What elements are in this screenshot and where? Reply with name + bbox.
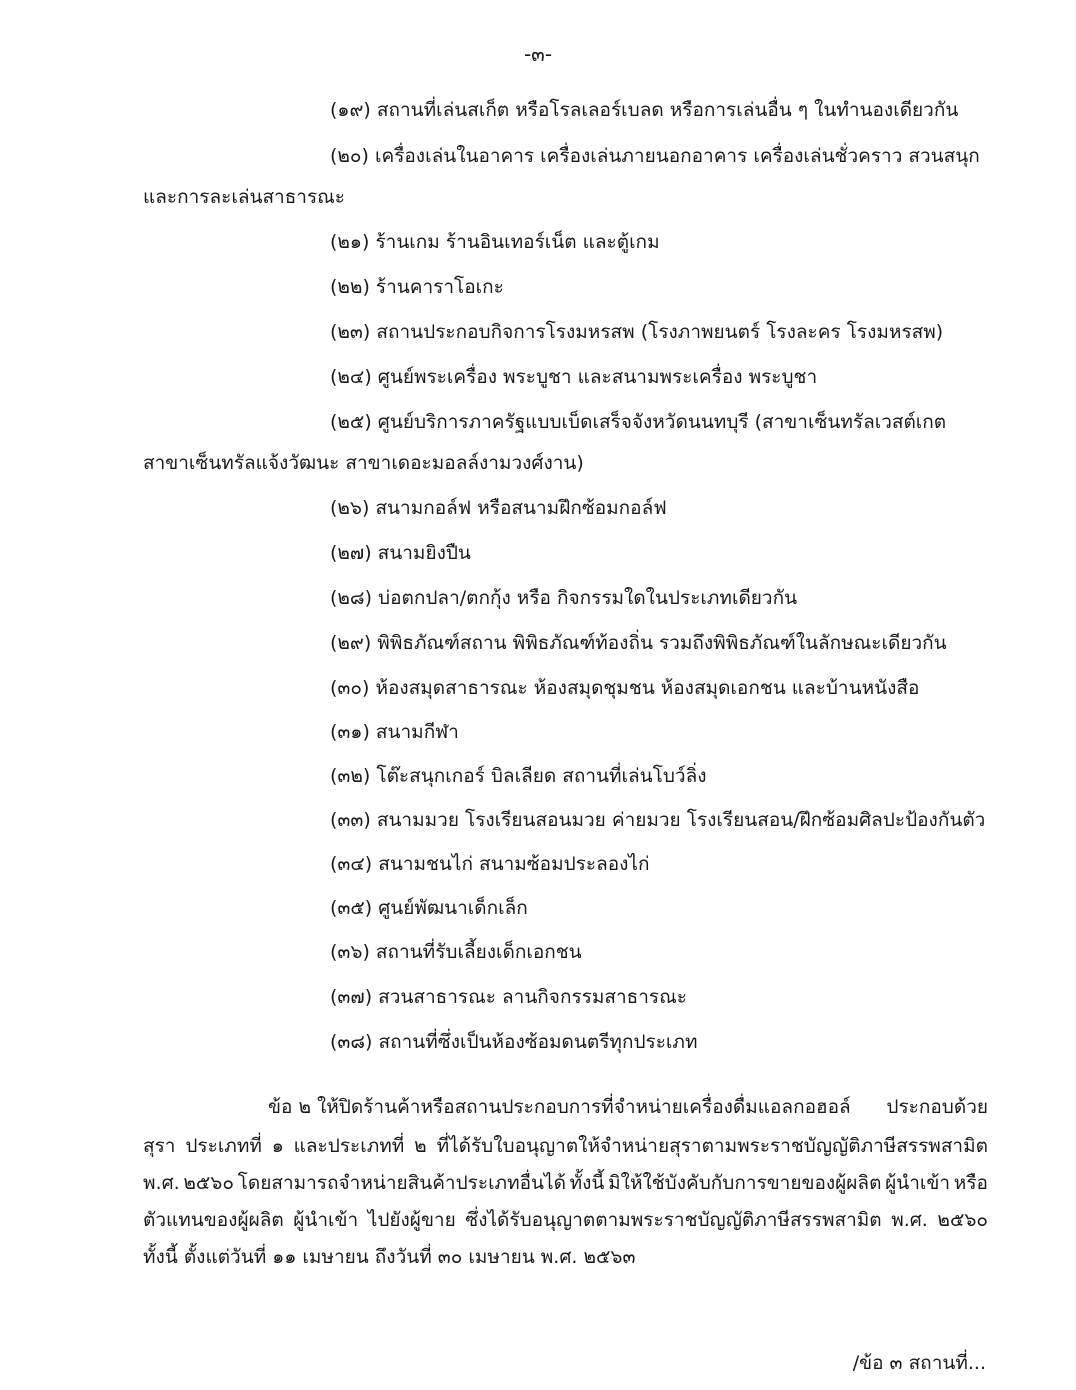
- list-item: (๒๖) สนามกอล์ฟ หรือสนามฝึกซ้อมกอล์ฟ: [330, 497, 667, 519]
- list-item-continuation: สาขาเซ็นทรัลแจ้งวัฒนะ สาขาเดอะมอลล์งามวงศ์งาน): [143, 452, 584, 474]
- text-segment: และประเภทที่: [293, 1135, 405, 1157]
- list-item: (๒๙) พิพิธภัณฑ์สถาน พิพิธภัณฑ์ท้องถิ่น รวมถึงพิพิธภัณฑ์ในลักษณะเดียวกัน: [330, 632, 947, 654]
- text-segment: ๑: [271, 1135, 284, 1157]
- text-segment: ๒: [414, 1135, 427, 1157]
- list-item: (๓๑) สนามกีฬา: [330, 721, 459, 743]
- text-segment: ไปยังผู้ขาย: [367, 1209, 456, 1231]
- list-item: (๑๙) สถานที่เล่นสเก็ต หรือโรลเลอร์เบลด หรือการเล่นอื่น ๆ ในทำนองเดียวกัน: [330, 99, 959, 121]
- text-segment: โดยสามารถจำหน่ายสินค้าประเภทอื่นได้: [237, 1172, 566, 1194]
- text-segment: ข้อ ๒ ให้ปิดร้านค้าหรือสถานประกอบการที่จำหน่ายเครื่องดื่มแอลกอฮอล์: [268, 1096, 851, 1118]
- list-item: (๓๒) โต๊ะสนุกเกอร์ บิลเลียด สถานที่เล่นโบว์ลิ่ง: [330, 765, 707, 787]
- text-segment: ที่ได้รับใบอนุญาตให้จำหน่ายสุราตามพระราชบัญญัติภาษีสรรพสามิต: [436, 1135, 988, 1157]
- paragraph-line: [268, 1094, 988, 1120]
- paragraph-line: [143, 1170, 988, 1196]
- list-item: (๓๓) สนามมวย โรงเรียนสอนมวย ค่ายมวย โรงเรียนสอน/ฝึกซ้อมศิลปะป้องกันตัว: [330, 809, 986, 831]
- list-item: (๒๕) ศูนย์บริการภาครัฐแบบเบ็ดเสร็จจังหวัดนนทบุรี (สาขาเซ็นทรัลเวสต์เกต: [330, 411, 947, 433]
- continuation-footer: /ข้อ ๓ สถานที่...: [852, 1352, 986, 1374]
- text-segment: ผู้นำเข้า: [293, 1209, 359, 1231]
- text-segment: พ.ศ.: [143, 1172, 180, 1194]
- list-item: (๒๔) ศูนย์พระเครื่อง พระบูชา และสนามพระเครื่อง พระบูชา: [330, 366, 818, 388]
- list-item: (๓๐) ห้องสมุดสาธารณะ ห้องสมุดชุมชน ห้องสมุดเอกชน และบ้านหนังสือ: [330, 677, 920, 699]
- text-segment: สุรา: [143, 1135, 176, 1157]
- list-item: (๒๓) สถานประกอบกิจการโรงมหรสพ (โรงภาพยนตร์ โรงละคร โรงมหรสพ): [330, 321, 944, 343]
- list-item: (๒๐) เครื่องเล่นในอาคาร เครื่องเล่นภายนอกอาคาร เครื่องเล่นชั่วคราว สวนสนุก: [330, 145, 980, 167]
- list-item: (๒๒) ร้านคาราโอเกะ: [330, 276, 504, 298]
- text-segment: ๒๕๖๐: [183, 1172, 234, 1194]
- text-segment: ผู้นำเข้า: [885, 1172, 951, 1194]
- text-segment: ทั้งนี้: [569, 1172, 605, 1194]
- list-item: (๓๗) สวนสาธารณะ ลานกิจกรรมสาธารณะ: [330, 986, 687, 1008]
- text-segment: หรือ: [953, 1172, 988, 1194]
- text-segment: ประเภทที่: [185, 1135, 262, 1157]
- list-item: (๓๘) สถานที่ซึ่งเป็นห้องซ้อมดนตรีทุกประเภท: [330, 1031, 698, 1053]
- paragraph-line: [143, 1133, 988, 1159]
- page-number: -๓-: [523, 42, 553, 66]
- list-item: (๓๖) สถานที่รับเลี้ยงเด็กเอกชน: [330, 941, 582, 963]
- list-item: (๓๔) สนามชนไก่ สนามซ้อมประลองไก่: [330, 853, 650, 875]
- list-item-continuation: และการละเล่นสาธารณะ: [143, 186, 346, 208]
- list-item: (๒๗) สนามยิงปืน: [330, 542, 471, 564]
- text-segment: มิให้ใช้บังคับกับการขายของผู้ผลิต: [608, 1172, 882, 1194]
- text-segment: ๒๕๖๐: [937, 1209, 988, 1231]
- paragraph-last-line: ทั้งนี้ ตั้งแต่วันที่ ๑๑ เมษายน ถึงวันที่ ๓๐ เมษายน พ.ศ. ๒๕๖๓: [143, 1246, 636, 1268]
- text-segment: ซึ่งได้รับอนุญาตตามพระราชบัญญัติภาษีสรรพสามิต: [465, 1209, 882, 1231]
- text-segment: ประกอบด้วย: [886, 1096, 988, 1118]
- list-item: (๓๕) ศูนย์พัฒนาเด็กเล็ก: [330, 897, 528, 919]
- text-segment: ตัวแทนของผู้ผลิต: [143, 1209, 284, 1231]
- list-item: (๒๑) ร้านเกม ร้านอินเทอร์เน็ต และตู้เกม: [330, 231, 660, 253]
- list-item: (๒๘) บ่อตกปลา/ตกกุ้ง หรือ กิจกรรมใดในประเภทเดียวกัน: [330, 587, 798, 609]
- paragraph-line: [143, 1207, 988, 1233]
- text-segment: พ.ศ.: [891, 1209, 928, 1231]
